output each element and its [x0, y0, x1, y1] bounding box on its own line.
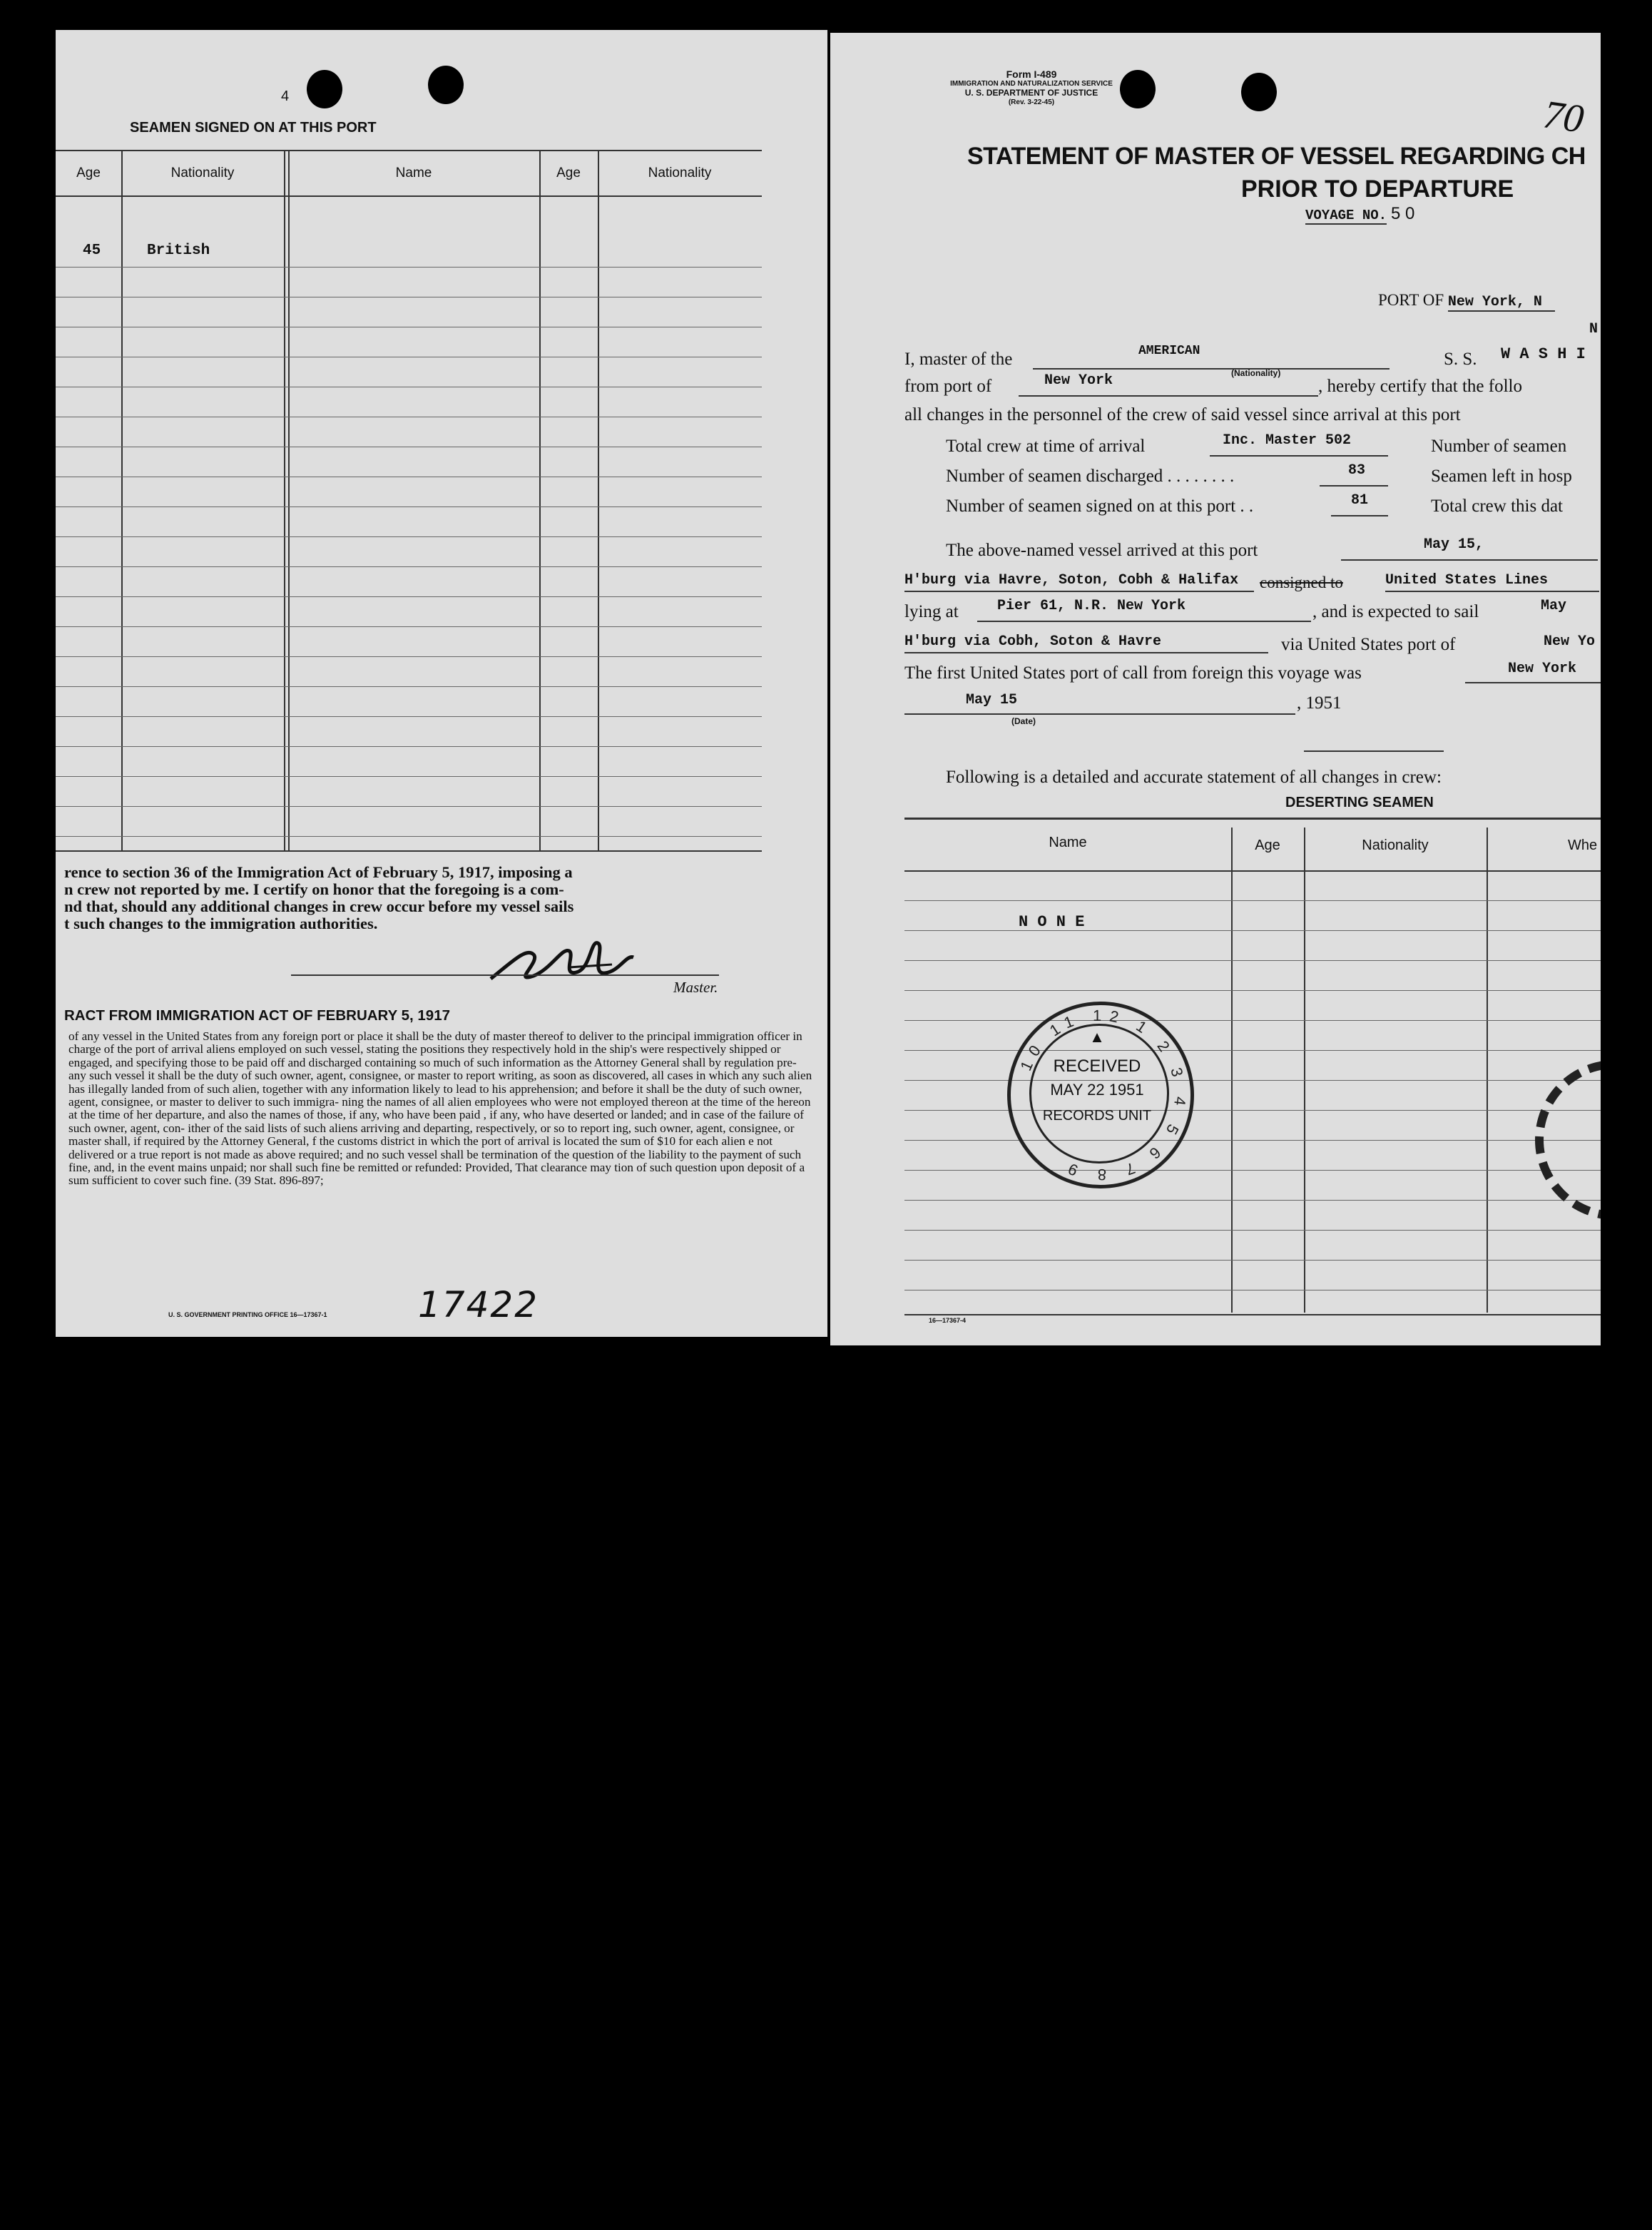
table-row — [904, 1050, 1601, 1051]
table-row — [56, 716, 762, 717]
left-page — [56, 30, 827, 1337]
header-age: Age — [76, 166, 101, 180]
master-of-label: I, master of the — [904, 350, 1013, 369]
header-nationality: Nationality — [1362, 837, 1429, 853]
department: U. S. DEPARTMENT OF JUSTICE — [964, 88, 1098, 98]
certification-line: t such changes to the immigration authorities. — [64, 915, 378, 932]
stamp-received: RECEIVED — [1053, 1057, 1141, 1076]
form-title: STATEMENT OF MASTER OF VESSEL REGARDING CH — [967, 143, 1586, 170]
via-value: New Yo — [1544, 633, 1596, 650]
arrived-label: The above-named vessel arrived at this port — [946, 541, 1258, 560]
table-row — [904, 930, 1601, 931]
nationality-caption: (Nationality) — [1231, 368, 1281, 378]
table-row — [904, 900, 1601, 901]
consigned-value: United States Lines — [1385, 572, 1549, 589]
table-row — [56, 746, 762, 747]
corner-mark: 70 — [1540, 92, 1587, 142]
table-row — [56, 806, 762, 807]
table-row — [56, 686, 762, 687]
table-row — [904, 960, 1601, 961]
route-out-value: H'burg via Cobh, Soton & Havre — [904, 633, 1162, 650]
port-value: New York, N — [1448, 294, 1555, 312]
table-row — [56, 506, 762, 507]
header-nationality: Nationality — [170, 166, 235, 180]
table-row — [904, 1140, 1601, 1141]
received-stamp — [1007, 1002, 1194, 1188]
form-subtitle: PRIOR TO DEPARTURE — [1241, 175, 1514, 203]
punch-hole — [1241, 73, 1277, 111]
punch-hole — [307, 70, 342, 108]
table-row — [904, 1260, 1601, 1261]
port-label: PORT OF — [1378, 291, 1444, 309]
date-caption: (Date) — [1011, 716, 1036, 726]
row-nationality: British — [147, 243, 210, 259]
extract-text: of any vessel in the United States from any foreign port or place it shall be the duty of master thereof to deliver to the principal immigration officer in charge of the port of arrival aliens employed on such vessel, stating the positions they respectively hold in the ship's were respectively shipped or engaged, and specifying those to be paid off and discharged containing so much of such information as the Attorney General shall by regulation pre- any such vessel it shall be the duty of such owner, agent, consignee, or master to report writing, as soon as discovered, all cases in which any such alien has illegally landed from of such alien, together with any information likely to lead to his apprehension; and before it shall be the duty of such owner, agent, consignee, or master to deliver to such immigra- ning the names of all alien employees who were not employed thereon at the time of the hereon at the time of her departure, and also the names of those, if any, who have been paid , if any, who have deserted or landed; and in case of the failure of such owner, agent, con- ither of the said lists of such aliens arriving and departing, respectively, or so to report ing, such owner, agent, consignee, or master shall, if required by the Attorney General, f the customs district in which the port of arrival is located the sum of $10 for each alien e not delivered or a true report is not made as above required; and no such vessel shall be termination of the question of the liability to the payment of such fine, and, in the event mains unpaid; nor shall such fine be remitted or refunded: Provided, That clearance may tion of such question upon deposit of a sum sufficient to cover such fine. (39 Stat. 896-897; — [68, 1029, 812, 1188]
from-port-value: New York — [1044, 372, 1113, 389]
table-row — [904, 1170, 1601, 1171]
table-row — [904, 990, 1601, 991]
header-name: Name — [1049, 835, 1087, 850]
number-seamen-label: Number of seamen — [1431, 437, 1567, 456]
table-row — [56, 267, 762, 268]
voyage-label: VOYAGE NO. — [1305, 208, 1387, 223]
table-row — [56, 566, 762, 567]
table-row — [56, 656, 762, 657]
date-value: May 15 — [966, 692, 1018, 708]
nationality-value: AMERICAN — [1138, 344, 1200, 358]
master-label: Master. — [673, 979, 718, 996]
arrived-value: May 15, — [1424, 536, 1484, 553]
table-row — [56, 596, 762, 597]
master-signature — [484, 933, 669, 990]
year-number: 1951 — [1305, 693, 1342, 713]
discharged-label: Number of seamen discharged . . . . . . . . — [946, 467, 1235, 486]
expected-value: May — [1541, 598, 1567, 614]
certification-line: n crew not reported by me. I certify on honor that the foregoing is a com- — [64, 880, 564, 898]
revision: (Rev. 3-22-45) — [1008, 98, 1055, 106]
form-number: Form I-489 — [1006, 68, 1057, 80]
via-label: via United States port of — [1281, 635, 1456, 654]
right-page — [830, 33, 1601, 1345]
table-row — [56, 626, 762, 627]
table-row — [56, 776, 762, 777]
expected-label: , and is expected to sail — [1312, 602, 1479, 621]
voyage-number: 5 0 — [1391, 204, 1415, 223]
header-where: Whe — [1568, 837, 1598, 853]
none-text: N O N E — [1019, 913, 1085, 931]
table-row — [904, 1020, 1601, 1021]
route-value: H'burg via Havre, Soton, Cobh & Halifax — [904, 572, 1239, 589]
stamp-unit: RECORDS UNIT — [1042, 1108, 1152, 1124]
ss-label: S. S. — [1444, 350, 1477, 369]
port-of — [1378, 291, 1555, 312]
voyage-line — [1305, 204, 1414, 225]
first-port-value: New York — [1508, 661, 1577, 677]
port-line-2: N — [1589, 321, 1599, 337]
printing-office: U. S. GOVERNMENT PRINTING OFFICE 16—17367-1 — [168, 1311, 327, 1318]
punch-hole — [428, 66, 464, 104]
extract-title: RACT FROM IMMIGRATION ACT OF FEBRUARY 5, 1917 — [64, 1007, 450, 1024]
deserting-title: DESERTING SEAMEN — [1285, 795, 1434, 810]
year-value: , 1951 — [1297, 693, 1342, 713]
table-row — [904, 1200, 1601, 1201]
signed-on-value: 81 — [1351, 492, 1369, 509]
ship-name: W A S H I — [1501, 345, 1586, 363]
lying-value: Pier 61, N.R. New York — [997, 598, 1186, 614]
table-row — [56, 836, 762, 837]
row-age: 45 — [83, 243, 101, 259]
table-row — [56, 536, 762, 537]
certification-line: nd that, should any additional changes in crew occur before my vessel sails — [64, 897, 574, 915]
agency: IMMIGRATION AND NATURALIZATION SERVICE — [950, 80, 1113, 88]
certification-line: rence to section 36 of the Immigration Act of February 5, 1917, imposing a — [64, 863, 573, 881]
from-port-label: from port of — [904, 377, 992, 396]
first-port-label: The first United States port of call from foreign this voyage was — [904, 663, 1362, 683]
signed-on-label: Number of seamen signed on at this port . . — [946, 497, 1254, 516]
stamp-arrow: ▲ — [1089, 1028, 1105, 1046]
consigned-label: consigned to — [1260, 574, 1343, 591]
table-row — [904, 1230, 1601, 1231]
form-number-footer: 16—17367-4 — [929, 1317, 967, 1324]
total-crew-label: Total crew at time of arrival — [946, 437, 1146, 456]
header-name: Name — [395, 166, 432, 180]
page-number: 4 — [281, 88, 290, 104]
detailed-text: Following is a detailed and accurate statement of all changes in crew: — [946, 768, 1442, 787]
total-crew-date-label: Total crew this dat — [1431, 497, 1563, 516]
handwritten-number: 17422 — [418, 1284, 539, 1325]
header-nationality-2: Nationality — [648, 166, 712, 180]
all-changes-text: all changes in the personnel of the crew of said vessel since arrival at this port — [904, 405, 1461, 424]
total-crew-value: Inc. Master 502 — [1223, 432, 1352, 449]
header-age-2: Age — [556, 166, 581, 180]
hereby-text: , hereby certify that the follo — [1318, 377, 1522, 396]
stamp-ring-text: 10 11 12 1 2 3 4 5 6 7 8 9 — [1016, 1006, 1190, 1184]
form-header — [924, 70, 1138, 107]
left-hospital-label: Seamen left in hosp — [1431, 467, 1572, 486]
lying-label: lying at — [904, 602, 959, 621]
partial-stamp — [1535, 1060, 1601, 1220]
section-title: SEAMEN SIGNED ON AT THIS PORT — [130, 120, 377, 136]
header-age: Age — [1255, 837, 1280, 853]
stamp-date: MAY 22 1951 — [1050, 1081, 1144, 1099]
discharged-value: 83 — [1348, 462, 1366, 479]
